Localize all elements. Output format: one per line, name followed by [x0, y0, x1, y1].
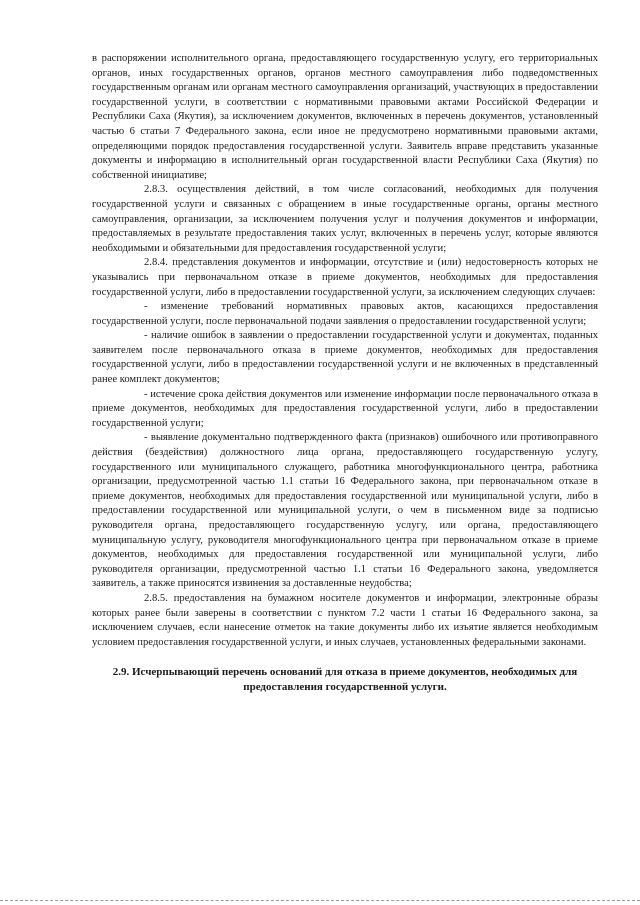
- paragraph-continuation: в распоряжении исполнительного органа, предоставляющего государственную услугу, его территориальных органов, иных государственных органов, органов местного самоуправления либо подведомственных государственным органам или органам местного самоуправления организаций, участвующих в предоставлении государственной услуги, в соответствии с нормативными правовыми актами Российской Федерации и Республики Саха (Якутия), за исключением документов, включенных в перечень документов, установленный частью 6 статьи 7 Федерального закона, если иное не предусмотрено нормативными правовыми актами, определяющими порядок предоставления государственной услуги. Заявитель вправе представить указанные документы и информацию в исполнительный орган государственной власти Республики Саха (Якутия) по собственной инициативе;: [92, 53, 598, 181]
- document-body: [92, 52, 598, 695]
- list-item-erroneous-action: - выявление документально подтвержденного факта (признаков) ошибочного или противоправного действия (бездействия) должностного лица органа, предоставляющего государственную услугу, государственного или муниципального служащего, работника многофункционального центра, работника организации, предусмотренной частью 1.1 статьи 16 Федерального закона, при первоначальном отказе в приеме документов, необходимых для предоставления государственной или муниципальной услуги, либо в предоставлении государственной или муниципальной услуги, о чем в письменном виде за подписью руководителя органа, предоставляющего государственную услугу, или органа, предоставляющего муниципальную услугу, руководителя многофункционального центра при первоначальном отказе в приеме документов, необходимых для предоставления государственной или муниципальной услуги, либо руководителя организации, предусмотренной частью 1.1 статьи 16 Федерального закона, уведомляется заявитель, а также приносятся извинения за доставленные неудобства;: [92, 432, 598, 590]
- paragraph-2-8-3: 2.8.3. осуществления действий, в том числе согласований, необходимых для получения государственной услуги и связанных с обращением в иные государственные органы, органы местного самоуправления, организации, за исключением получения услуг и получения документов и информации, предоставляемых в результате предоставления таких услуг, включенных в перечень услуг, которые являются необходимыми и обязательными для предоставления государственной услуги;: [92, 184, 598, 254]
- page-bottom-edge: [0, 900, 640, 901]
- section-heading-2-9: 2.9. Исчерпывающий перечень оснований для отказа в приеме документов, необходимых для предоставления государственной услуги.: [112, 666, 578, 693]
- list-item-requirements-change: - изменение требований нормативных правовых актов, касающихся предоставления государственной услуги, после первоначальной подачи заявления о предоставлении государственной услуги;: [92, 301, 598, 327]
- paragraph-2-8-5: 2.8.5. предоставления на бумажном носителе документов и информации, электронные образы которых ранее были заверены в соответствии с пунктом 7.2 части 1 статьи 16 Федерального закона, за исключением случаев, если нанесение отметок на такие документы либо их изъятие является необходимым условием предоставления государственной услуги, и иных случаев, установленных федеральными законами.: [92, 592, 598, 648]
- paragraph-2-8-4: 2.8.4. представления документов и информации, отсутствие и (или) недостоверность которых не указывались при первоначальном отказе в приеме документов, необходимых для предоставления государственной услуги, либо в предоставлении государственной услуги, за исключением следующих случаев:: [92, 257, 598, 298]
- section-spacer: [92, 650, 598, 665]
- list-item-errors-in-application: - наличие ошибок в заявлении о предоставлении государственной услуги и документах, поданных заявителем после первоначального отказа в приеме документов, необходимых для предоставления государственной услуги, либо в предоставлении государственной услуги и не включенных в представленный ранее комплект документов;: [92, 330, 598, 386]
- list-item-documents-expiry: - истечение срока действия документов или изменение информации после первоначального отказа в приеме документов, необходимых для предоставления государственной услуги, либо в предоставлении государственной услуги;: [92, 388, 598, 429]
